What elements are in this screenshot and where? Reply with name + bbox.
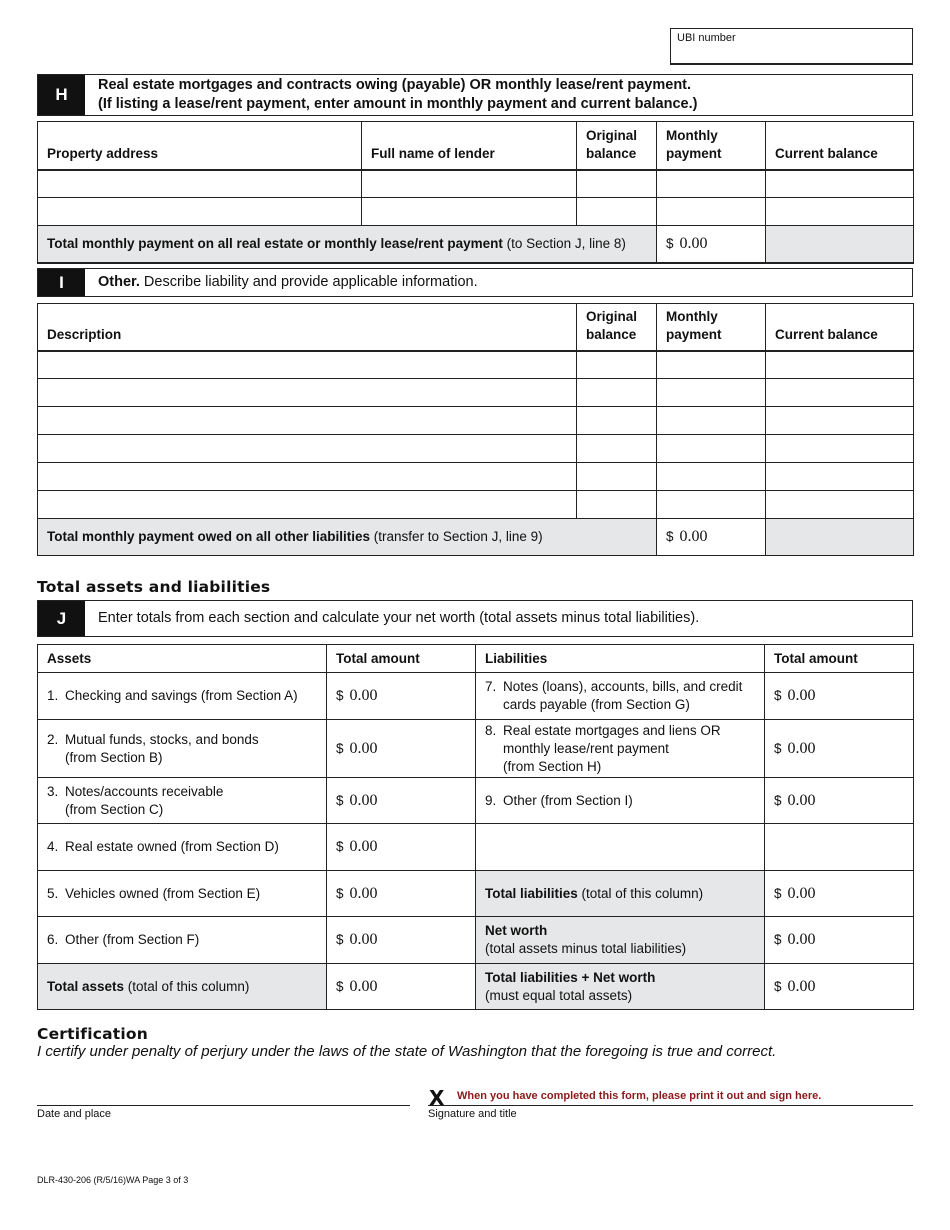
table-row	[38, 778, 914, 824]
certification-heading: Certification	[37, 1025, 148, 1043]
sign-note: When you have completed this form, please print it out and sign here.	[457, 1090, 822, 1102]
input-cell[interactable]	[657, 379, 766, 407]
input-cell[interactable]	[657, 463, 766, 491]
input-cell[interactable]	[766, 407, 914, 435]
input-cell[interactable]	[657, 491, 766, 519]
section-h-total-row	[38, 226, 914, 263]
asset-line-4-value[interactable]: $ 0.00	[327, 824, 476, 871]
asset-line-4: 4. Real estate owned (from Section D)	[38, 824, 327, 871]
liability-line-9: 9. Other (from Section I)	[476, 778, 765, 824]
liability-line-7-value[interactable]: $ 0.00	[765, 673, 914, 720]
asset-line-2-value[interactable]: $ 0.00	[327, 720, 476, 778]
ubi-number-field[interactable]	[670, 28, 913, 65]
liability-line-8-value[interactable]: $ 0.00	[765, 720, 914, 778]
input-cell[interactable]	[38, 407, 577, 435]
total-liabilities-net-worth-label: Total liabilities + Net worth (must equal total assets)	[476, 964, 765, 1010]
asset-line-1: 1. Checking and savings (from Section A)	[38, 673, 327, 720]
col-monthly-payment: Monthly payment	[657, 122, 766, 170]
date-place-line[interactable]	[37, 1105, 410, 1106]
section-h-header	[37, 74, 913, 116]
section-h-total-value[interactable]: $ 0.00	[657, 226, 766, 263]
net-worth-value[interactable]: $ 0.00	[765, 917, 914, 964]
signature-line[interactable]	[428, 1105, 913, 1106]
empty-cell	[476, 824, 765, 871]
section-i-title-bold: Other.	[98, 274, 140, 290]
input-cell[interactable]	[362, 170, 577, 198]
input-cell[interactable]	[38, 491, 577, 519]
input-cell[interactable]	[766, 435, 914, 463]
section-j-table	[37, 644, 914, 1010]
col-assets: Assets	[38, 645, 327, 673]
table-row	[38, 379, 914, 407]
asset-line-6-value[interactable]: $ 0.00	[327, 917, 476, 964]
certification-text: I certify under penalty of perjury under the laws of the state of Washington that the foregoing is true and correct.	[37, 1043, 777, 1060]
col-liabilities: Liabilities	[476, 645, 765, 673]
input-cell[interactable]	[38, 435, 577, 463]
table-row	[38, 351, 914, 379]
section-i-table	[37, 303, 914, 556]
input-cell[interactable]	[577, 407, 657, 435]
col-original-balance: Original balance	[577, 304, 657, 351]
table-row	[38, 435, 914, 463]
col-original-balance: Original balance	[577, 122, 657, 170]
asset-line-6: 6. Other (from Section F)	[38, 917, 327, 964]
net-worth-label: Net worth (total assets minus total liabilities)	[476, 917, 765, 964]
total-liabilities-value[interactable]: $ 0.00	[765, 871, 914, 917]
col-current-balance: Current balance	[766, 304, 914, 351]
liability-line-9-value[interactable]: $ 0.00	[765, 778, 914, 824]
table-row	[38, 673, 914, 720]
total-assets-label: Total assets (total of this column)	[38, 964, 327, 1010]
col-monthly-payment: Monthly payment	[657, 304, 766, 351]
shaded-cell	[766, 519, 914, 556]
input-cell[interactable]	[38, 170, 362, 198]
asset-line-2: 2. Mutual funds, stocks, and bonds (from Section B)	[38, 720, 327, 778]
ubi-label: UBI number	[677, 32, 736, 44]
table-row	[38, 198, 914, 226]
input-cell[interactable]	[577, 435, 657, 463]
input-cell[interactable]	[766, 379, 914, 407]
asset-line-1-value[interactable]: $ 0.00	[327, 673, 476, 720]
totals-heading: Total assets and liabilities	[37, 578, 271, 596]
section-j-title: Enter totals from each section and calculate your net worth (total assets minus total liabilities).	[98, 610, 700, 626]
input-cell[interactable]	[38, 379, 577, 407]
table-row	[38, 824, 914, 871]
section-i-total-row	[38, 519, 914, 556]
shaded-cell	[766, 226, 914, 263]
table-row	[38, 720, 914, 778]
section-h-table	[37, 121, 914, 264]
section-h-letter: H	[38, 75, 85, 115]
section-i-total-label: Total monthly payment owed on all other liabilities (transfer to Section J, line 9)	[38, 519, 657, 556]
col-lender-name: Full name of lender	[362, 122, 577, 170]
liability-line-8: 8. Real estate mortgages and liens OR monthly lease/rent payment (from Section H)	[476, 720, 765, 778]
table-row	[38, 170, 914, 198]
section-j-header	[37, 600, 913, 637]
col-current-balance: Current balance	[766, 122, 914, 170]
input-cell[interactable]	[38, 198, 362, 226]
date-place-label: Date and place	[37, 1108, 111, 1120]
section-h-total-label: Total monthly payment on all real estate or monthly lease/rent payment (to Section J, line 8)	[38, 226, 657, 263]
input-cell[interactable]	[657, 407, 766, 435]
input-cell[interactable]	[657, 351, 766, 379]
asset-line-5-value[interactable]: $ 0.00	[327, 871, 476, 917]
input-cell[interactable]	[577, 491, 657, 519]
input-cell[interactable]	[362, 198, 577, 226]
col-description: Description	[38, 304, 577, 351]
input-cell[interactable]	[657, 198, 766, 226]
input-cell[interactable]	[577, 198, 657, 226]
input-cell[interactable]	[577, 170, 657, 198]
table-row	[38, 491, 914, 519]
section-i-letter: I	[38, 269, 85, 296]
col-total-amount-liabilities: Total amount	[765, 645, 914, 673]
total-liabilities-net-worth-value[interactable]: $ 0.00	[765, 964, 914, 1010]
asset-line-3: 3. Notes/accounts receivable (from Section C)	[38, 778, 327, 824]
input-cell[interactable]	[577, 379, 657, 407]
signature-title-label: Signature and title	[428, 1108, 517, 1120]
input-cell[interactable]	[766, 198, 914, 226]
table-row	[38, 964, 914, 1010]
asset-line-3-value[interactable]: $ 0.00	[327, 778, 476, 824]
section-h-title-line1: Real estate mortgages and contracts owing (payable) OR monthly lease/rent payment.	[98, 77, 692, 93]
input-cell[interactable]	[577, 463, 657, 491]
section-h-title-line2: (If listing a lease/rent payment, enter amount in monthly payment and current balance.)	[98, 96, 698, 112]
input-cell[interactable]	[766, 351, 914, 379]
input-cell[interactable]	[38, 351, 577, 379]
input-cell[interactable]	[766, 170, 914, 198]
total-liabilities-label: Total liabilities (total of this column)	[476, 871, 765, 917]
input-cell[interactable]	[766, 463, 914, 491]
empty-cell	[765, 824, 914, 871]
table-row	[38, 463, 914, 491]
input-cell[interactable]	[766, 491, 914, 519]
input-cell[interactable]	[38, 463, 577, 491]
section-j-letter: J	[38, 601, 85, 636]
table-row	[38, 407, 914, 435]
liability-line-7: 7. Notes (loans), accounts, bills, and credit cards payable (from Section G)	[476, 673, 765, 720]
section-i-header	[37, 268, 913, 297]
section-i-total-value[interactable]: $ 0.00	[657, 519, 766, 556]
table-row	[38, 871, 914, 917]
table-row	[38, 917, 914, 964]
col-total-amount: Total amount	[327, 645, 476, 673]
col-property-address: Property address	[38, 122, 362, 170]
section-i-title: Describe liability and provide applicable information.	[139, 274, 478, 290]
total-assets-value[interactable]: $ 0.00	[327, 964, 476, 1010]
signature-x-mark: X	[429, 1086, 445, 1110]
asset-line-5: 5. Vehicles owned (from Section E)	[38, 871, 327, 917]
input-cell[interactable]	[657, 435, 766, 463]
input-cell[interactable]	[577, 351, 657, 379]
form-footer: DLR-430-206 (R/5/16)WA Page 3 of 3	[37, 1175, 189, 1185]
input-cell[interactable]	[657, 170, 766, 198]
